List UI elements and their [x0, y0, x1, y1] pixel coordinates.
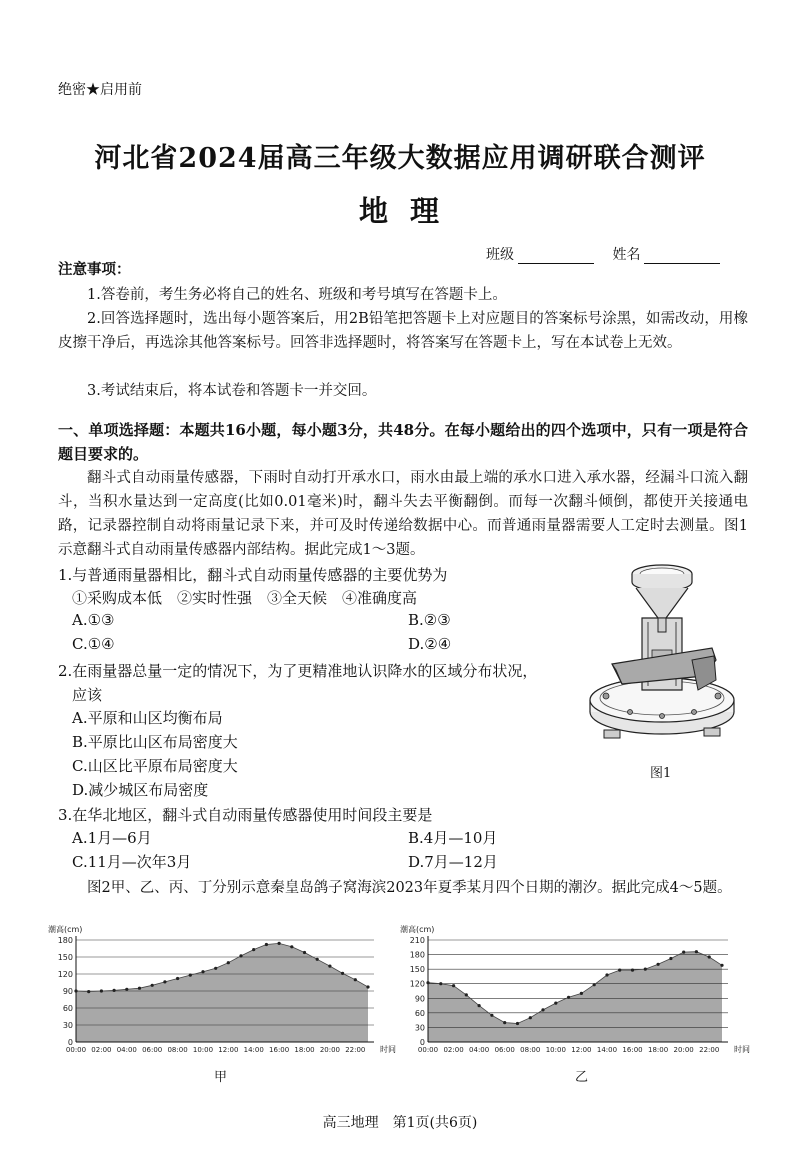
q2-option-a[interactable]: A.平原和山区均衡布局 [72, 709, 223, 727]
tide-point [328, 965, 331, 968]
x-tick-label: 02:00 [91, 1046, 112, 1054]
x-tick-label: 04:00 [469, 1046, 490, 1054]
tide-point [644, 968, 647, 971]
tide-point [439, 982, 442, 985]
q3-option-c[interactable]: C.11月—次年3月 [72, 853, 192, 871]
passage-1: 翻斗式自动雨量传感器，下雨时自动打开承水口，雨水由最上端的承水口进入承水器，经漏斗口流入翻斗，当积水量达到一定高度(比如0.01毫米)时，翻斗失去平衡翻倒。而每一次翻斗倾倒，都使开关接通电路，记录器控制自动将雨量记录下来，并可及时传递给数据中心。而普通雨量器需要人工定时去测量。图1示意翻斗式自动雨量传感器内部结构。据此完成1～3题。 [58, 470, 748, 558]
tide-point [265, 943, 268, 946]
x-tick-label: 16:00 [269, 1046, 290, 1054]
q3-option-b[interactable]: B.4月—10月 [408, 829, 498, 847]
tide-point [605, 973, 608, 976]
tide-point [214, 967, 217, 970]
subject-title: 地理 [358, 194, 461, 228]
y-tick-label: 60 [414, 1008, 425, 1018]
question-2-stem: 2.在雨量器总量一定的情况下，为了更精准地认识降水的区域分布状况， [58, 662, 538, 680]
x-tick-label: 06:00 [494, 1046, 515, 1054]
y-tick-label: 90 [62, 987, 73, 996]
tide-point [478, 1004, 481, 1007]
y-tick-label: 120 [57, 970, 73, 979]
figure-1-caption: 图1 [650, 766, 672, 781]
question-1-items: ①采购成本低 ②实时性强 ③全天候 ④准确度高 [72, 589, 418, 607]
tide-point [426, 981, 429, 984]
tide-point [720, 964, 723, 967]
section-heading: 一、单项选择题：本题共16小题，每小题3分，共48分。在每小题给出的四个选项中，只有一项是符合题目要求的。 [58, 421, 748, 463]
x-tick-label: 14:00 [596, 1046, 618, 1054]
tide-area [428, 952, 722, 1042]
x-tick-label: 18:00 [647, 1046, 669, 1054]
y-tick-label: 180 [57, 936, 73, 945]
tide-chart-yi [400, 922, 752, 1062]
tide-point [290, 945, 293, 948]
q2-option-d[interactable]: D.减少城区布局密度 [72, 781, 209, 799]
question-3-stem: 3.在华北地区，翻斗式自动雨量传感器使用时间段主要是 [58, 806, 433, 824]
tide-point [239, 954, 242, 957]
tide-point [138, 987, 141, 990]
tide-point [87, 990, 90, 993]
name-label: 姓名 [612, 247, 641, 263]
tide-point [503, 1021, 506, 1024]
passage-2: 图2甲、乙、丙、丁分别示意秦皇岛鸽子窝海滨2023年夏季某月四个日期的潮汐。据此完成4～5题。 [87, 880, 732, 896]
chart-xlabel: 时间 [380, 1045, 396, 1054]
tide-point [176, 977, 179, 980]
tide-point [74, 989, 77, 992]
tide-point [201, 970, 204, 973]
notice-heading: 注意事项： [58, 261, 131, 278]
q1-option-a[interactable]: A.①③ [72, 611, 115, 629]
x-tick-label: 22:00 [699, 1046, 720, 1054]
notice-item-2: 2.回答选择题时，选出每小题答案后，用2B铅笔把答题卡上对应题目的答案标号涂黑，如需改动，用橡皮擦干净后，再选涂其他答案标号。回答非选择题时，将答案写在答题卡上，写在本试卷上无效。 [58, 311, 748, 351]
x-tick-label: 04:00 [116, 1046, 137, 1054]
tide-point [189, 974, 192, 977]
x-tick-label: 14:00 [243, 1046, 264, 1054]
tide-point [113, 989, 116, 992]
tide-point [452, 984, 455, 987]
tide-point [252, 948, 255, 951]
y-tick-label: 150 [409, 965, 425, 975]
chart-yi-title: 乙 [575, 1070, 589, 1085]
tide-point [669, 957, 672, 960]
notice-item-1: 1.答卷前，考生务必将自己的姓名、班级和考号填写在答题卡上。 [87, 287, 507, 303]
class-label: 班级 [486, 247, 514, 263]
x-tick-label: 18:00 [294, 1046, 315, 1054]
rain-gauge-figure [582, 560, 742, 750]
q3-option-a[interactable]: A.1月—6月 [72, 829, 152, 847]
exam-title: 河北省2024届高三年级大数据应用调研联合测评 [94, 143, 706, 174]
tide-point [125, 988, 128, 991]
x-tick-label: 00:00 [417, 1046, 439, 1054]
tide-point [465, 993, 468, 996]
y-tick-label: 90 [414, 994, 425, 1004]
chart-ylabel: 潮高(cm) [48, 925, 83, 934]
tide-chart-jia [48, 922, 398, 1062]
tide-point [316, 958, 319, 961]
tide-point [151, 984, 154, 987]
tide-point [303, 951, 306, 954]
q1-option-d[interactable]: D.②④ [408, 635, 452, 653]
tide-point [163, 980, 166, 983]
y-tick-label: 30 [414, 1023, 425, 1033]
tide-point [695, 950, 698, 953]
y-tick-label: 30 [62, 1021, 73, 1030]
tide-point [227, 961, 230, 964]
page-footer: 高三地理 第1页(共6页) [322, 1115, 478, 1131]
chart-xlabel: 时间 [734, 1045, 750, 1054]
x-tick-label: 00:00 [65, 1046, 87, 1054]
question-1-stem: 1.与普通雨量器相比，翻斗式自动雨量传感器的主要优势为 [58, 566, 448, 584]
tide-point [366, 985, 369, 988]
confidential-label: 绝密★启用前 [58, 82, 142, 98]
q2-option-c[interactable]: C.山区比平原布局密度大 [72, 757, 238, 775]
tide-point [529, 1016, 532, 1019]
x-tick-label: 20:00 [319, 1046, 341, 1054]
chart-jia-title: 甲 [214, 1070, 228, 1085]
y-tick-label: 0 [419, 1038, 425, 1047]
tide-point [541, 1008, 544, 1011]
question-2-stem-cont: 应该 [72, 686, 103, 704]
tide-point [682, 951, 685, 954]
y-tick-label: 120 [409, 979, 425, 989]
y-tick-label: 0 [67, 1038, 73, 1047]
tide-point [490, 1014, 493, 1017]
notice-item-3: 3.考试结束后，将本试卷和答题卡一并交回。 [87, 383, 377, 399]
y-tick-label: 60 [62, 1004, 73, 1013]
x-tick-label: 08:00 [520, 1046, 541, 1054]
x-tick-label: 20:00 [673, 1046, 694, 1054]
tide-point [341, 972, 344, 975]
x-tick-label: 02:00 [443, 1046, 464, 1054]
tide-area [76, 943, 368, 1042]
y-tick-label: 180 [409, 950, 425, 960]
tide-point [593, 983, 596, 986]
x-tick-label: 22:00 [345, 1046, 366, 1054]
tide-point [554, 1002, 557, 1005]
x-tick-label: 12:00 [218, 1046, 239, 1054]
tide-point [100, 989, 103, 992]
tide-point [708, 955, 711, 958]
tide-point [567, 996, 570, 999]
tide-point [657, 963, 660, 966]
y-tick-label: 210 [409, 936, 425, 945]
tide-point [580, 992, 583, 995]
q1-option-c[interactable]: C.①④ [72, 635, 115, 653]
chart-ylabel: 潮高(cm) [400, 925, 435, 934]
x-tick-label: 10:00 [192, 1046, 214, 1054]
tide-point [278, 942, 281, 945]
q3-option-d[interactable]: D.7月—12月 [408, 853, 498, 871]
x-tick-label: 10:00 [545, 1046, 566, 1054]
x-tick-label: 16:00 [622, 1046, 643, 1054]
y-tick-label: 150 [57, 953, 73, 962]
tide-point [516, 1022, 519, 1025]
x-tick-label: 08:00 [167, 1046, 188, 1054]
tide-point [631, 969, 634, 972]
q2-option-b[interactable]: B.平原比山区布局密度大 [72, 733, 238, 751]
tide-point [354, 978, 357, 981]
x-tick-label: 06:00 [142, 1046, 163, 1054]
q1-option-b[interactable]: B.②③ [408, 611, 451, 629]
tide-point [618, 969, 621, 972]
x-tick-label: 12:00 [571, 1046, 592, 1054]
